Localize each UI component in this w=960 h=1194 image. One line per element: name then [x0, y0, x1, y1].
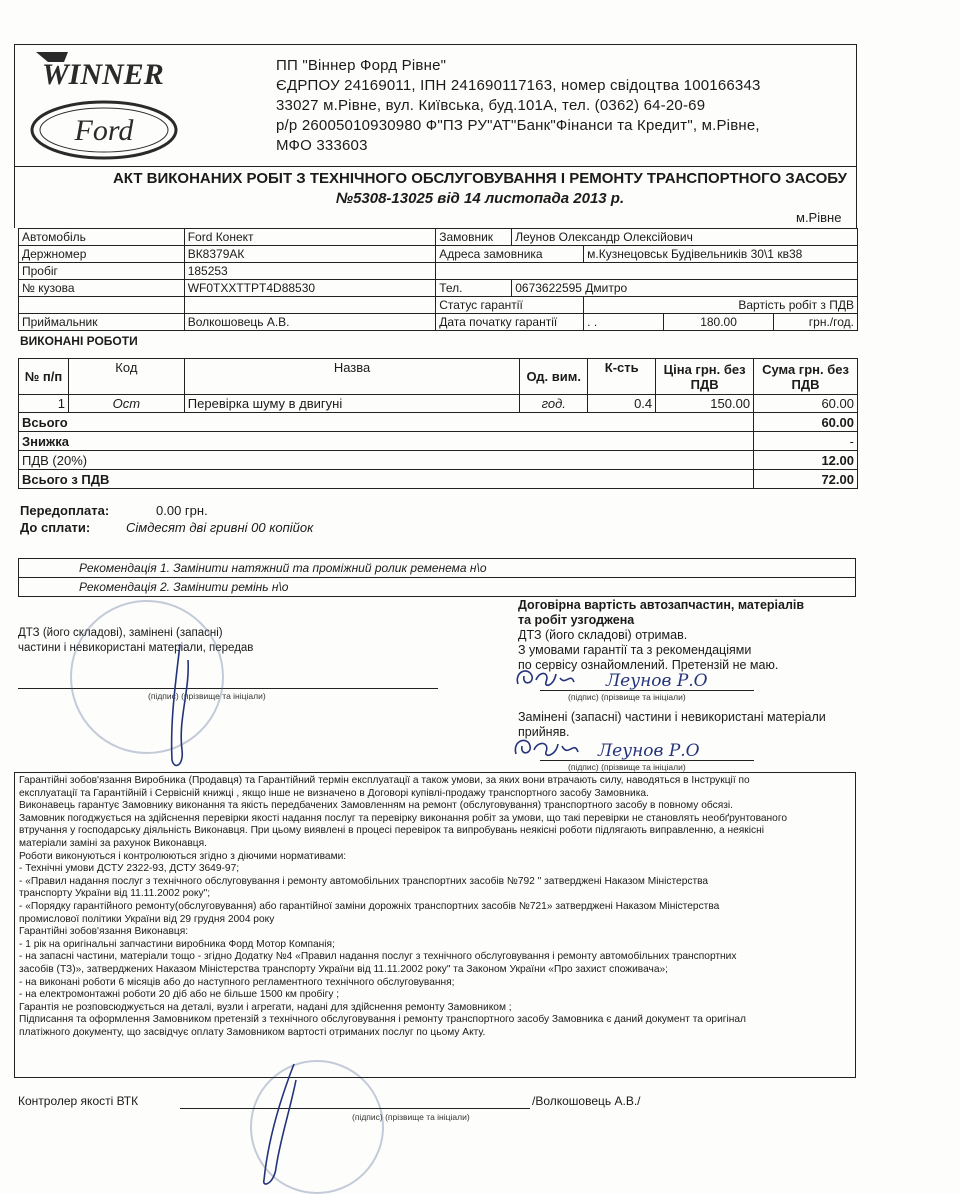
- agreement-line-2: З умовами гарантії та з рекомендаціями: [518, 643, 752, 657]
- legal-line: Роботи виконуються і контролюються згідно з діючими нормативами:: [19, 850, 347, 862]
- legal-line: - «Правил надання послуг з технічного обслуговування і ремонту автомобільних транспортних засобів №792 " затверджені Наказом Міністерства: [19, 875, 709, 887]
- discount-row: [19, 432, 858, 451]
- customer-signature-2: [510, 732, 730, 766]
- agreement-line-3: по сервісу ознайомлений. Претензій не маю.: [518, 658, 779, 672]
- agreement-bold-1: Договірна вартість автозапчастин, матеріалів: [518, 598, 805, 612]
- winner-ford-logo: [28, 44, 198, 164]
- act-number: №5308-13025 від 14 листопада 2013 р.: [335, 190, 625, 207]
- legal-line: - 1 рік на оригінальні запчастини виробника Форд Мотор Компанія;: [19, 938, 335, 950]
- prepay-label: Передоплата:: [20, 503, 110, 518]
- company-header: [276, 56, 761, 156]
- company-name: ПП "Віннер Форд Рівне": [276, 57, 447, 74]
- warranty-start-value: . .: [584, 314, 664, 331]
- company-ids: ЄДРПОУ 24169011, ІПН 241690117163, номер свідоцтва 100166343: [276, 77, 761, 94]
- vehicle-info-table: [18, 228, 858, 331]
- due-value: Сімдесят дві гривні 00 копійок: [126, 520, 314, 535]
- company-address: 33027 м.Рівне, вул. Київська, буд.101А, тел. (0362) 64-20-69: [276, 97, 706, 114]
- frame-divider: [14, 166, 856, 167]
- legal-line: - Технічні умови ДСТУ 2322-93, ДСТУ 3649-97;: [19, 863, 240, 875]
- row-code: Ост: [68, 395, 184, 413]
- row-sum: 60.00: [754, 395, 858, 413]
- sig2-caption: (підпис) (прізвище та ініціали): [568, 762, 686, 772]
- customer-signature-1: [510, 662, 730, 696]
- col-name: Назва: [184, 359, 520, 395]
- mileage-label: Пробіг: [19, 263, 185, 280]
- quality-controller-name: /Волкошовець А.В./: [532, 1094, 641, 1108]
- phone-label: Тел.: [436, 280, 512, 297]
- act-title: АКТ ВИКОНАНИХ РОБІТ З ТЕХНІЧНОГО ОБСЛУГОВУВАННЯ І РЕМОНТУ ТРАНСПОРТНОГО ЗАСОБУ: [112, 170, 848, 187]
- receiver-signature: [150, 640, 210, 780]
- receiver-label: Приймальник: [19, 314, 185, 331]
- logo-ford-text: Ford: [74, 114, 134, 147]
- discount-label: Знижка: [19, 432, 754, 451]
- address-label: Адреса замовника: [436, 246, 584, 263]
- row-name: Перевірка шуму в двигуні: [184, 395, 520, 413]
- due-label: До сплати:: [20, 520, 91, 535]
- legal-line: Виконавець гарантує Замовнику виконання та якість передбачених Замовленням на ремонт (обслуговування) транспортного засобу в повному обсязі.: [19, 800, 733, 812]
- phone-value: 0673622595 Дмитро: [512, 280, 858, 297]
- frame-top: [14, 44, 856, 45]
- mileage-value: 185253: [184, 263, 436, 280]
- legal-line: Гарантійні зобов'язання Виконавця:: [19, 926, 189, 938]
- legal-line: платіжного документу, що засвідчує оплату Замовником вартості отриманих послуг по цьому Акту.: [19, 1026, 486, 1038]
- total-value: 60.00: [754, 413, 858, 432]
- labor-cost-label: Вартість робіт з ПДВ: [584, 297, 858, 314]
- customer-label: Замовник: [436, 229, 512, 246]
- city: м.Рівне: [796, 210, 842, 225]
- grand-total-label: Всього з ПДВ: [19, 470, 754, 489]
- total-row: [19, 413, 858, 432]
- recommendation-2: Рекомендація 2. Замінити ремінь н\о: [19, 578, 856, 597]
- legal-line: - «Порядку гарантійного ремонту(обслуговування) або гарантійної заміни дорожніх транспортних засобів №721» затверджені Наказом Міністерства: [19, 900, 720, 912]
- legal-line: засобів (ТЗ)», затверджених Наказом Міністерства транспорту України від 11.11.2002 року" та Законом України «Про захист споживача»;: [19, 963, 669, 975]
- legal-terms: [14, 772, 856, 1078]
- col-sum: Сума грн. без ПДВ: [754, 359, 858, 395]
- vat-label: ПДВ (20%): [19, 451, 754, 470]
- vin-label: № кузова: [19, 280, 185, 297]
- legal-line: Гарантія не розповсюджується на деталі, вузли і агрегати, надані для здійснення ремонту Замовником ;: [19, 1001, 512, 1013]
- col-price: Ціна грн. без ПДВ: [656, 359, 754, 395]
- customer-signature-1-name: Леунов Р.О: [606, 671, 708, 691]
- legal-line: експлуатації та Гарантійній і Сервісній книжці , якщо інше не визначено в Договорі купівлі-продажу транспортного засобу Замовника.: [19, 787, 649, 799]
- agreement-line-5: прийняв.: [518, 725, 570, 739]
- legal-line: Підписання та оформлення Замовником претензій з технічного обслуговування і ремонту транспортного засобу Замовника є даний документ та оригінал: [19, 1014, 746, 1026]
- address-value: м.Кузнецовськ Будівельників 30\1 кв38: [584, 246, 858, 263]
- empty-cell: [436, 263, 858, 280]
- vin-value: WF0TXXTTPT4D88530: [184, 280, 436, 297]
- legal-line: Гарантійні зобов'язання Виробника (Продавця) та Гарантійний термін експлуатації а також умови, за яких вони втрачають силу, наводяться в Інструкції по: [19, 775, 750, 786]
- row-qty: 0.4: [588, 395, 656, 413]
- reg-label: Держномер: [19, 246, 185, 263]
- warranty-status-label: Статус гарантії: [436, 297, 584, 314]
- legal-line: - на запасні частини, матеріали тощо - згідно Додатку №4 «Правил надання послуг з технічного обслуговування і ремонту автомобільних транспортних: [19, 951, 737, 963]
- controller-signature: [250, 1060, 310, 1190]
- legal-line: матеріали заміні за рахунок Виконавця.: [19, 837, 207, 849]
- grand-total-value: 72.00: [754, 470, 858, 489]
- prepay-value: 0.00 грн.: [156, 503, 208, 518]
- row-unit: год.: [520, 395, 588, 413]
- legal-line: Замовник погоджується на здійснення перевірки якості надання послуг та перевірку виконання робіт за умови, що такі перевірки не становлять необґрунтованого: [19, 812, 788, 824]
- transfer-line-1: ДТЗ (його складові), замінені (запасні): [18, 627, 223, 639]
- reg-value: ВК8379АК: [184, 246, 436, 263]
- col-unit: Од. вим.: [520, 359, 588, 395]
- col-num: № п/п: [19, 359, 69, 395]
- footer-sig-caption: (підпис) (прізвище та ініціали): [352, 1112, 470, 1122]
- transfer-line-2: частини і невикористані матеріали, передав: [18, 642, 254, 654]
- table-row: [19, 395, 858, 413]
- row-price: 150.00: [656, 395, 754, 413]
- vat-row: [19, 451, 858, 470]
- agreement-bold-2: та робіт узгоджена: [518, 613, 635, 627]
- sig1-caption: (підпис) (прізвище та ініціали): [568, 692, 686, 702]
- row-num: 1: [19, 395, 69, 413]
- receiver-value: Волкошовець А.В.: [184, 314, 436, 331]
- legal-line: - на виконані роботи 6 місяців або до наступного регламентного технічного обслуговування;: [19, 976, 455, 988]
- logo-brand-text: WINNER: [42, 58, 164, 91]
- transfer-sig-caption: (підпис) (прізвище та ініціали): [148, 691, 266, 701]
- legal-line: промислової політики України від 29 грудня 2004 року: [19, 913, 275, 925]
- col-qty: К-сть: [588, 359, 656, 395]
- legal-line: транспорту України від 11.11.2002 року";: [19, 888, 211, 900]
- total-label: Всього: [19, 413, 754, 432]
- company-mfo: МФО 333603: [276, 137, 368, 154]
- car-value: Ford Конект: [184, 229, 436, 246]
- col-code: Код: [68, 359, 184, 395]
- company-bank: р/р 26005010930980 Ф"ПЗ РУ"АТ"Банк"Фінанси та Кредит", м.Рівне,: [276, 117, 760, 134]
- legal-line: - на електромонтажні роботи 20 діб або не більше 1500 км пробігу ;: [19, 989, 340, 1001]
- works-section-title: ВИКОНАНІ РОБОТИ: [20, 334, 138, 348]
- recommendation-1: Рекомендація 1. Замінити натяжний та проміжний ролик ременема н\о: [19, 559, 856, 578]
- grand-total-row: [19, 470, 858, 489]
- warranty-start-label: Дата початку гарантії: [436, 314, 584, 331]
- customer-signature-2-name: Леунов Р.О: [598, 741, 700, 761]
- works-table: [18, 358, 858, 489]
- agreement-line-4: Замінені (запасні) частини і невикористані матеріали: [518, 710, 826, 724]
- customer-value: Леунов Олександр Олексійович: [512, 229, 858, 246]
- discount-value: -: [754, 432, 858, 451]
- footer-sig-line: [180, 1108, 530, 1109]
- quality-controller-label: Контролер якості ВТК: [18, 1094, 139, 1108]
- agreement-line-1: ДТЗ (його складові) отримав.: [518, 628, 688, 642]
- car-label: Автомобіль: [19, 229, 185, 246]
- legal-line: втручання у господарську діяльність Виконавця. При цьому виявлені в процесі перевірок та випробувань неякісні роботи підлягають виправленню, а неякісні: [19, 825, 764, 837]
- labor-cost-value: 180.00: [664, 314, 774, 331]
- recommendations-table: [18, 558, 856, 597]
- vat-value: 12.00: [754, 451, 858, 470]
- labor-cost-unit: грн./год.: [774, 314, 858, 331]
